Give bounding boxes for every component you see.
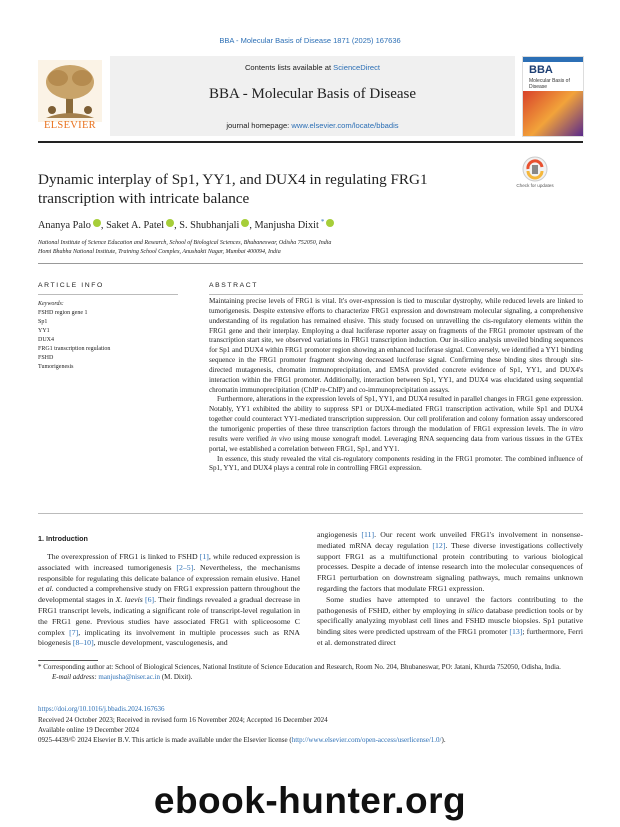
intro-text: conducted a comprehensive study on FRG1 expression pattern throughout the developmental stages in bbox=[38, 584, 300, 605]
intro-text: angiogenesis bbox=[317, 530, 362, 539]
abstract-heading: ABSTRACT bbox=[209, 282, 259, 289]
intro-text: , muscle development, vasculogenesis, and bbox=[93, 638, 228, 648]
reference-link[interactable]: [1] bbox=[199, 552, 209, 561]
affiliation-rule bbox=[38, 263, 583, 264]
intro-left-column bbox=[38, 552, 300, 649]
keyword: FSHD region gene 1 bbox=[38, 310, 88, 316]
keyword: Tumorigenesis bbox=[38, 364, 74, 370]
contents-available: Contents lists available at ScienceDirect bbox=[244, 63, 381, 72]
author-list: Ananya Palo , Saket A. Patel , S. Shubhanjali , Manjusha Dixit * bbox=[38, 218, 583, 231]
keyword: YY1 bbox=[38, 328, 50, 334]
intro-text: The overexpression of FRG1 is linked to FSHD bbox=[47, 552, 200, 561]
author-3[interactable]: S. Shubhanjali bbox=[179, 220, 240, 231]
intro-right-column bbox=[317, 530, 583, 649]
journal-header bbox=[38, 56, 583, 142]
reference-link[interactable]: [7] bbox=[69, 627, 79, 637]
keywords-label: Keywords: bbox=[38, 301, 64, 307]
abstract-rule bbox=[209, 294, 583, 295]
cover-title: BBA bbox=[529, 64, 553, 76]
homepage-link[interactable]: www.elsevier.com/locate/bbadis bbox=[291, 121, 399, 130]
received-dates: Received 24 October 2023; Received in revised form 16 November 2024; Accepted 16 December 2024 bbox=[38, 716, 328, 724]
reference-link[interactable]: [6] bbox=[145, 595, 155, 605]
intro-text: , implicating its involvement in multiple processes such as RNA biogenesis bbox=[38, 627, 300, 648]
affiliation-1: National Institute of Science Education and Research, School of Biological Sciences, Bhubaneswar, Odisha 752050, India bbox=[38, 240, 332, 246]
keyword: Sp1 bbox=[38, 319, 48, 325]
license-link[interactable]: http://www.elsevier.com/open-access/userlicense/1.0/ bbox=[291, 736, 442, 744]
article-info-heading: ARTICLE INFO bbox=[38, 282, 104, 289]
intro-paragraph bbox=[317, 595, 583, 649]
abstract-paragraph-3: In essence, this study revealed the vital cis-regulatory components residing in the FRG1 promoter. The combined influence of Sp1, YY1, and DUX4 plays a central role in controlling FRG1 expression. bbox=[209, 454, 583, 473]
orcid-icon[interactable] bbox=[166, 219, 174, 227]
check-for-updates-icon[interactable] bbox=[522, 156, 548, 182]
sciencedirect-link[interactable]: ScienceDirect bbox=[333, 63, 381, 72]
intro-text: database prediction tools or by specifically analyzing myoblast cell lines and FSHD muscle biopsies. Sp1 putative binding sites were predicted upstream of the FRG1 promoter bbox=[317, 605, 584, 637]
reference-link[interactable]: [13] bbox=[509, 627, 523, 637]
orcid-icon[interactable] bbox=[241, 219, 249, 227]
reference-link[interactable]: [2–5] bbox=[176, 562, 194, 572]
cover-subtitle: Molecular Basis of Disease bbox=[529, 78, 570, 90]
intro-text: . Nevertheless, the mechanisms responsible for regulating this delicate balance of expression remain elusive. Hanel bbox=[38, 562, 300, 583]
affiliation-2: Homi Bhabha National Institute, Training School Complex, Anushakti Nagar, Mumbai 400094, India bbox=[38, 249, 281, 255]
introduction-heading: 1. Introduction bbox=[38, 534, 88, 543]
keyword: FSHD bbox=[38, 355, 54, 361]
watermark-text: ebook-hunter.org bbox=[153, 780, 467, 821]
abstract-body bbox=[209, 297, 583, 474]
header-rule bbox=[38, 141, 583, 143]
online-date: Available online 19 December 2024 bbox=[38, 726, 139, 734]
reference-link[interactable]: [8–10] bbox=[72, 638, 94, 648]
reference-link[interactable]: [11] bbox=[361, 530, 375, 539]
orcid-icon[interactable] bbox=[326, 219, 334, 227]
author-2[interactable]: Saket A. Patel bbox=[106, 220, 165, 231]
corresponding-marker[interactable]: * bbox=[320, 218, 325, 226]
intro-paragraph bbox=[38, 552, 300, 649]
reference-link[interactable]: [12] bbox=[432, 540, 446, 550]
license-line: 0925-4439/© 2024 Elsevier B.V. This article is made available under the Elsevier license (http://www.elsevier.com/open-access/userlicense/1.0/). bbox=[38, 736, 446, 744]
intro-text: . These diverse investigations collectively support FRG1 as a multifunctional protein contributing to various biological processes. Despite a decade of intense research into the molecular consequences of FRG1 perturbation on downstream signaling pathways, much remains unknown regarding the factors that modulate FRG1 expression. bbox=[317, 540, 583, 593]
intro-text: et al. bbox=[38, 584, 54, 594]
journal-name: BBA - Molecular Basis of Disease bbox=[208, 86, 417, 102]
abstract-paragraph-1: Maintaining precise levels of FRG1 is vital. It's over-expression is tied to muscular dystrophy, while reduced levels are linked to tumorigenesis. Despite extensive efforts to characterize FRG1 expression and downstream molecular signaling, a comprehensive understanding of its regulation has remained elusive. This study focused on unravelling the cis-regulatory elements within the FRG1 gene and their interplay. Employing a dual luciferase reporter assay on fragments of the FRG1 promoter upstream of the transcription start site, we observed variations in FRG1 transcription induction. Our in-silico analysis unveiled binding sequences for Sp1 and DUX4 within FRG1 promoter region showing an enhanced luciferase signal. Conversely, we identified a YY1 binding sequence in the FRG1 promoter fragment showing decreased luciferase signal. Confirming these binding sites through site-directed mutagenesis, chromatin immunoprecipitation, and EMSA provided concrete evidence of Sp1, YY1, and DUX4's interaction within the FRG1 promoter. Additionally, interaction between Sp1, YY1, and DUX4 was elucidated using sequential chromatin immunoprecipitation (ChIP re-ChIP) and co-immunoprecipitation assays. bbox=[209, 297, 583, 394]
publisher-name: ELSEVIER bbox=[44, 120, 96, 131]
author-4[interactable]: Manjusha Dixit bbox=[254, 220, 319, 231]
abstract-end-rule bbox=[38, 513, 583, 514]
intro-text: . Their findings revealed a gradual decrease in FRG1 transcript levels, indicating a significant role of transcript-level regulation in the FRG1 gene. Previous studies have associated FRG1 with spliceosome C complex bbox=[38, 595, 300, 637]
journal-banner bbox=[110, 56, 515, 136]
intro-text: ; furthermore, Ferri et al. demonstrated direct bbox=[317, 627, 583, 647]
intro-text: , while reduced expression is associated with increased tumorigenesis bbox=[38, 552, 300, 572]
intro-text: Some studies have attempted to unravel the factors contributing to the pathogenesis of FSHD, either by employing bbox=[317, 594, 583, 615]
article-info-rule bbox=[38, 294, 178, 295]
doi-link[interactable]: https://doi.org/10.1016/j.bbadis.2024.167636 bbox=[38, 705, 165, 713]
abstract-paragraph-2: Furthermore, alterations in the expression levels of Sp1, YY1, and DUX4 resulted in parallel changes in FRG1 gene expression. Notably, YY1 exhibited the ability to suppress SP1 or DUX4-mediated FRG1 transcription activation, while Sp1 and DUX4 together could counteract YY1-mediated transcription suppression. Our cell proliferation and colony formation assay underscored the tumorigenic properties of these three transcription factors through the modulation of FRG1 expression levels. The in vitro results were verified in vivo using mouse xenograft model. Leveraging RNA sequencing data from various tissues in the GTEx portal, we established a correlation between FRG1, Sp1, and YY1. bbox=[209, 395, 584, 453]
check-for-updates-label[interactable]: Check for updates bbox=[516, 183, 554, 188]
journal-cover[interactable] bbox=[522, 56, 584, 137]
intro-paragraph bbox=[317, 530, 583, 595]
orcid-icon[interactable] bbox=[93, 219, 101, 227]
author-1[interactable]: Ananya Palo bbox=[38, 220, 91, 231]
journal-citation[interactable]: BBA - Molecular Basis of Disease 1871 (2025) 167636 bbox=[219, 36, 401, 45]
intro-text: X. laevis bbox=[115, 595, 143, 605]
intro-text: . Our recent work unveiled FRG1's involvement in nonsense-mediated mRNA decay regulation bbox=[317, 530, 583, 550]
footnote-rule bbox=[38, 660, 98, 661]
email-link[interactable]: manjusha@niser.ac.in bbox=[98, 673, 161, 681]
keyword: DUX4 bbox=[38, 337, 54, 343]
intro-text: in silico bbox=[458, 605, 484, 615]
corresponding-footnote: * Corresponding author at: School of Biological Sciences, National Institute of Science Education and Research, Room No. 204, Bhubaneswar, PO: Jatani, Khurda 752050, Odisha, India. E-mail address: manjusha@niser.ac.in (M. Dixit). bbox=[38, 663, 561, 681]
keyword: FRG1 transcription regulation bbox=[38, 346, 111, 352]
article-title: Dynamic interplay of Sp1, YY1, and DUX4 in regulating FRG1 transcription with intricate balance bbox=[38, 171, 428, 207]
journal-homepage: journal homepage: www.elsevier.com/locate/bbadis bbox=[226, 121, 399, 130]
